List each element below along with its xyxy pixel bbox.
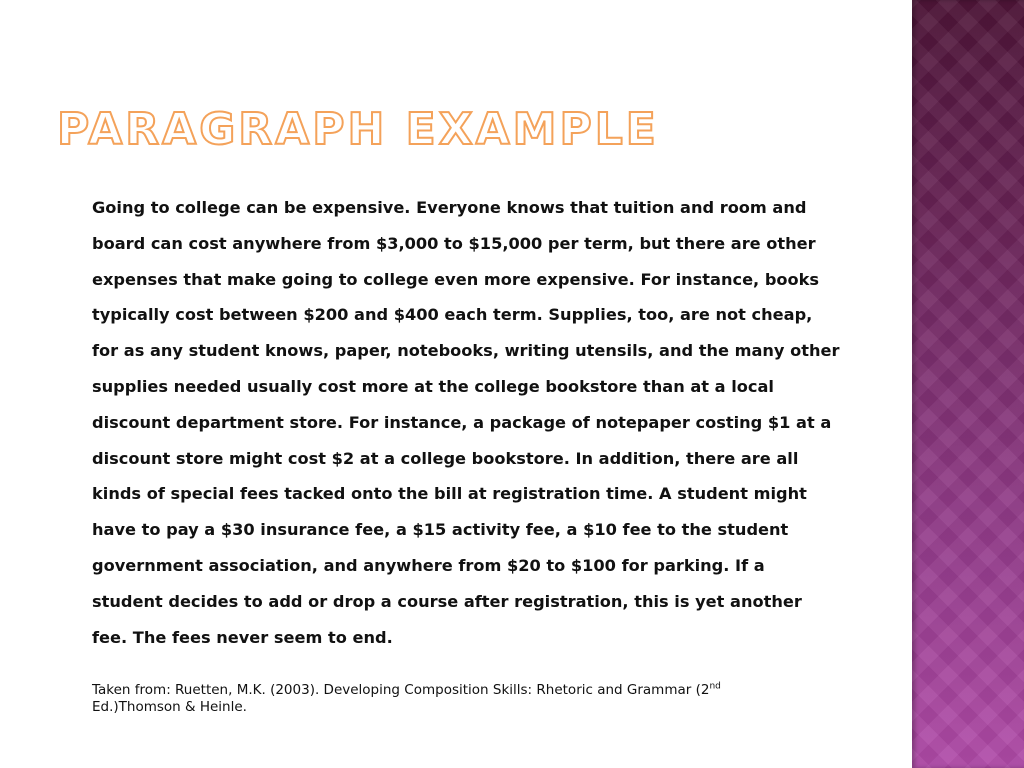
citation-superscript: nd [709,681,721,692]
example-paragraph: Going to college can be expensive. Everyone knows that tuition and room and board can cost anywhere from $3,000 to $15,000 per term, but there are other expenses that make going to college even more expensive. For instance, books typically cost between $200 and $400 each term. Supplies, too, are not cheap, for as any student knows, paper, notebooks, writing utensils, and the many other supplies needed usually cost more at the college bookstore than at a local discount department store. For instance, a package of notepaper costing $1 at a discount store might cost $2 at a college bookstore. In addition, there are all kinds of special fees tacked onto the bill at registration time. A student might have to pay a $30 insurance fee, a $15 activity fee, a $10 fee to the student government association, and anywhere from $20 to $100 for parking. If a student decides to add or drop a course after registration, this is yet another fee. The fees never seem to end. [92,198,840,647]
slide-title: PARAGRAPH EXAMPLE [57,104,659,155]
decorative-side-panel [912,0,1024,768]
citation-publisher: Ed.)Thomson & Heinle. [92,699,247,715]
citation-text: Taken from: Ruetten, M.K. (2003). Developing Composition Skills: Rhetoric and Grammar (2 [92,682,710,698]
citation [92,682,862,716]
